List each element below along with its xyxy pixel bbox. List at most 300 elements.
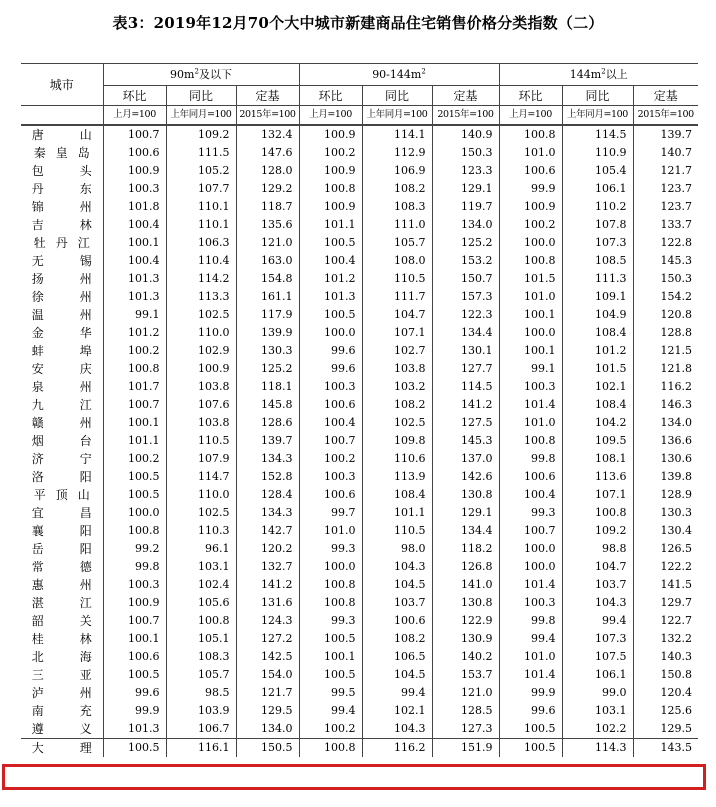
value-cell: 150.8 [660, 668, 692, 681]
city-name: 牡 丹 江 [33, 236, 90, 250]
value-cell: 100.8 [299, 594, 362, 612]
value-cell: 101.2 [562, 342, 633, 360]
value-cell: 125.2 [236, 360, 299, 378]
value-cell: 137.0 [432, 450, 499, 468]
value-cell: 122.9 [432, 612, 499, 630]
value-cell: 102.5 [166, 504, 236, 522]
value-cell: 100.3 [499, 378, 562, 396]
value-cell: 99.6 [103, 684, 166, 702]
value-cell: 99.6 [299, 360, 362, 378]
table-row [21, 216, 698, 234]
base-header-yoy: 上年同月=100 [362, 106, 432, 126]
value-cell: 100.1 [103, 630, 166, 648]
value-cell: 128.9 [660, 488, 692, 501]
value-cell: 128.0 [236, 162, 299, 180]
table-row [21, 486, 698, 504]
value-cell: 129.5 [236, 702, 299, 720]
city-name: 宜 昌 [31, 506, 92, 520]
table-row [21, 540, 698, 558]
value-cell: 102.1 [562, 378, 633, 396]
value-cell: 103.8 [362, 360, 432, 378]
value-cell: 130.6 [660, 452, 692, 465]
value-cell: 135.6 [236, 216, 299, 234]
value-cell: 111.7 [362, 288, 432, 306]
city-cell [21, 396, 103, 414]
value-cell: 100.8 [562, 504, 633, 522]
value-cell: 109.5 [562, 432, 633, 450]
value-cell: 104.7 [362, 306, 432, 324]
city-name: 惠 州 [31, 578, 92, 592]
value-cell: 121.5 [660, 344, 692, 357]
value-cell: 108.2 [362, 630, 432, 648]
value-cell: 133.7 [660, 218, 692, 231]
value-cell: 108.4 [562, 324, 633, 342]
city-name: 烟 台 [31, 434, 92, 448]
value-cell: 99.9 [499, 180, 562, 198]
value-cell: 113.6 [562, 468, 633, 486]
value-cell: 100.0 [103, 504, 166, 522]
value-cell: 139.7 [660, 128, 692, 141]
value-cell: 106.9 [362, 162, 432, 180]
value-cell: 100.3 [103, 576, 166, 594]
city-name: 桂 林 [31, 632, 92, 646]
table-row [21, 324, 698, 342]
value-cell: 110.5 [362, 522, 432, 540]
value-cell: 129.7 [660, 596, 692, 609]
value-cell: 105.7 [362, 234, 432, 252]
value-cell: 99.1 [499, 360, 562, 378]
value-cell: 131.6 [236, 594, 299, 612]
value-cell: 151.9 [432, 739, 499, 758]
value-cell: 123.7 [660, 200, 692, 213]
value-cell: 100.6 [362, 612, 432, 630]
city-cell [21, 612, 103, 630]
city-cell [21, 234, 103, 252]
value-cell: 105.2 [166, 162, 236, 180]
value-cell: 132.2 [660, 632, 692, 645]
city-name: 温 州 [31, 308, 92, 322]
value-cell: 100.5 [103, 666, 166, 684]
city-cell [21, 216, 103, 234]
city-name: 遵 义 [31, 722, 92, 736]
city-name: 大 理 [31, 741, 92, 755]
value-cell: 136.6 [660, 434, 692, 447]
value-cell: 102.1 [362, 702, 432, 720]
value-cell: 146.3 [660, 398, 692, 411]
sub-header-yoy: 同比 [362, 86, 432, 106]
value-cell: 100.6 [499, 468, 562, 486]
value-cell: 100.8 [299, 739, 362, 758]
value-cell: 116.1 [166, 739, 236, 758]
value-cell: 96.1 [166, 540, 236, 558]
value-cell: 110.4 [166, 252, 236, 270]
value-cell: 99.6 [499, 702, 562, 720]
value-cell: 100.3 [299, 468, 362, 486]
value-cell: 110.3 [166, 522, 236, 540]
value-cell: 154.0 [236, 666, 299, 684]
city-name: 锦 州 [31, 200, 92, 214]
value-cell: 101.7 [103, 378, 166, 396]
value-cell: 101.5 [562, 360, 633, 378]
table-row [21, 739, 698, 758]
city-name: 秦 皇 岛 [33, 146, 90, 160]
price-index-table [21, 63, 698, 757]
city-cell [21, 540, 103, 558]
value-cell: 100.9 [103, 162, 166, 180]
value-cell: 101.1 [103, 432, 166, 450]
value-cell: 106.1 [562, 180, 633, 198]
value-cell: 100.6 [103, 144, 166, 162]
value-cell: 100.2 [299, 450, 362, 468]
value-cell: 100.8 [499, 252, 562, 270]
value-cell: 100.9 [299, 198, 362, 216]
value-cell: 130.8 [432, 594, 499, 612]
value-cell: 128.6 [236, 414, 299, 432]
value-cell: 143.5 [633, 739, 698, 758]
table-row [21, 684, 698, 702]
value-cell: 150.3 [432, 144, 499, 162]
group-header-144: $144m^2$以上 [499, 64, 698, 86]
value-cell: 117.9 [236, 306, 299, 324]
value-cell: 100.8 [499, 125, 562, 144]
city-name: 韶 关 [31, 614, 92, 628]
value-cell: 100.8 [299, 576, 362, 594]
value-cell: 105.4 [562, 162, 633, 180]
value-cell: 163.0 [236, 252, 299, 270]
value-cell: 109.2 [166, 125, 236, 144]
value-cell: 114.2 [166, 270, 236, 288]
value-cell: 121.7 [660, 164, 692, 177]
value-cell: 100.4 [103, 216, 166, 234]
value-cell: 101.3 [299, 288, 362, 306]
value-cell: 118.7 [236, 198, 299, 216]
base-header-yoy: 上年同月=100 [562, 106, 633, 126]
city-name: 泉 州 [31, 380, 92, 394]
value-cell: 110.1 [166, 198, 236, 216]
value-cell: 153.2 [432, 252, 499, 270]
value-cell: 101.0 [499, 648, 562, 666]
value-cell: 110.9 [562, 144, 633, 162]
value-cell: 110.0 [166, 324, 236, 342]
table-row [21, 396, 698, 414]
city-cell [21, 198, 103, 216]
city-name: 南 充 [31, 704, 92, 718]
value-cell: 103.1 [166, 558, 236, 576]
city-name: 北 海 [31, 650, 92, 664]
value-cell: 99.8 [499, 450, 562, 468]
value-cell: 123.3 [432, 162, 499, 180]
value-cell: 100.7 [103, 125, 166, 144]
table-row [21, 594, 698, 612]
city-name: 泸 州 [31, 686, 92, 700]
value-cell: 100.0 [299, 558, 362, 576]
city-cell [21, 180, 103, 198]
value-cell: 100.7 [299, 432, 362, 450]
value-cell: 100.1 [103, 234, 166, 252]
city-name: 赣 州 [31, 416, 92, 430]
table-row [21, 576, 698, 594]
value-cell: 110.6 [362, 450, 432, 468]
value-cell: 110.5 [166, 432, 236, 450]
value-cell: 100.8 [499, 432, 562, 450]
value-cell: 108.0 [362, 252, 432, 270]
value-cell: 145.8 [236, 396, 299, 414]
value-cell: 109.2 [562, 522, 633, 540]
value-cell: 106.3 [166, 234, 236, 252]
value-cell: 134.0 [432, 216, 499, 234]
value-cell: 121.0 [432, 684, 499, 702]
value-cell: 101.3 [103, 288, 166, 306]
city-cell [21, 504, 103, 522]
table-title: 表3：2019年12月70个大中城市新建商品住宅销售价格分类指数（二） [112, 14, 604, 32]
value-cell: 134.4 [432, 324, 499, 342]
city-cell [21, 684, 103, 702]
value-cell: 100.9 [166, 360, 236, 378]
sub-header-fixed: 定基 [432, 86, 499, 106]
value-cell: 101.4 [499, 396, 562, 414]
city-name: 岳 阳 [31, 542, 92, 556]
value-cell: 99.6 [299, 342, 362, 360]
value-cell: 105.1 [166, 630, 236, 648]
value-cell: 109.8 [362, 432, 432, 450]
value-cell: 100.2 [299, 720, 362, 739]
table-row [21, 234, 698, 252]
value-cell: 99.7 [299, 504, 362, 522]
value-cell: 102.2 [562, 720, 633, 739]
city-header: 城市 [21, 64, 103, 106]
value-cell: 99.8 [499, 612, 562, 630]
base-header-mom: 上月=100 [499, 106, 562, 126]
value-cell: 100.3 [499, 594, 562, 612]
value-cell: 141.2 [236, 576, 299, 594]
city-name: 湛 江 [31, 596, 92, 610]
value-cell: 99.3 [299, 612, 362, 630]
city-name: 三 亚 [31, 668, 92, 682]
value-cell: 108.2 [362, 180, 432, 198]
value-cell: 147.6 [236, 144, 299, 162]
value-cell: 102.4 [166, 576, 236, 594]
value-cell: 103.1 [562, 702, 633, 720]
highlight-box [2, 764, 706, 790]
city-name: 徐 州 [31, 290, 92, 304]
value-cell: 106.7 [166, 720, 236, 739]
value-cell: 118.2 [432, 540, 499, 558]
base-header-fixed: 2015年=100 [432, 106, 499, 126]
value-cell: 106.1 [562, 666, 633, 684]
value-cell: 114.5 [562, 125, 633, 144]
value-cell: 120.2 [236, 540, 299, 558]
value-cell: 125.2 [432, 234, 499, 252]
value-cell: 116.2 [362, 739, 432, 758]
city-cell [21, 648, 103, 666]
value-cell: 141.5 [660, 578, 692, 591]
value-cell: 100.2 [499, 216, 562, 234]
city-cell [21, 414, 103, 432]
value-cell: 154.8 [236, 270, 299, 288]
sub-header-fixed: 定基 [633, 86, 698, 106]
value-cell: 129.2 [236, 180, 299, 198]
table-row [21, 360, 698, 378]
city-name: 蚌 埠 [31, 344, 92, 358]
city-cell [21, 468, 103, 486]
value-cell: 145.3 [660, 254, 692, 267]
city-name: 平 顶 山 [33, 488, 90, 502]
value-cell: 114.1 [362, 125, 432, 144]
value-cell: 139.7 [236, 432, 299, 450]
value-cell: 104.9 [562, 306, 633, 324]
value-cell: 130.4 [660, 524, 692, 537]
value-cell: 101.4 [499, 576, 562, 594]
value-cell: 110.5 [362, 270, 432, 288]
value-cell: 104.3 [362, 720, 432, 739]
value-cell: 99.5 [299, 684, 362, 702]
value-cell: 103.8 [166, 378, 236, 396]
sub-header-fixed: 定基 [236, 86, 299, 106]
table-row [21, 198, 698, 216]
table-row [21, 504, 698, 522]
table-row [21, 252, 698, 270]
value-cell: 100.3 [299, 378, 362, 396]
value-cell: 134.3 [236, 450, 299, 468]
value-cell: 100.6 [299, 486, 362, 504]
value-cell: 130.1 [432, 342, 499, 360]
value-cell: 140.9 [432, 125, 499, 144]
value-cell: 150.3 [660, 272, 692, 285]
value-cell: 100.4 [103, 252, 166, 270]
value-cell: 101.5 [499, 270, 562, 288]
value-cell: 150.5 [236, 739, 299, 758]
value-cell: 100.7 [103, 396, 166, 414]
value-cell: 108.3 [166, 648, 236, 666]
city-name: 无 锡 [31, 254, 92, 268]
value-cell: 113.3 [166, 288, 236, 306]
value-cell: 121.0 [236, 234, 299, 252]
value-cell: 130.8 [432, 486, 499, 504]
value-cell: 118.1 [236, 378, 299, 396]
value-cell: 122.7 [660, 614, 692, 627]
value-cell: 102.5 [166, 306, 236, 324]
value-cell: 104.5 [362, 576, 432, 594]
value-cell: 152.8 [236, 468, 299, 486]
value-cell: 111.0 [362, 216, 432, 234]
value-cell: 107.3 [562, 630, 633, 648]
sub-header-yoy: 同比 [166, 86, 236, 106]
value-cell: 128.8 [660, 326, 692, 339]
table-row [21, 522, 698, 540]
value-cell: 100.9 [499, 198, 562, 216]
value-cell: 107.1 [362, 324, 432, 342]
value-cell: 142.7 [236, 522, 299, 540]
value-cell: 109.1 [562, 288, 633, 306]
table-row [21, 450, 698, 468]
value-cell: 102.7 [362, 342, 432, 360]
value-cell: 104.2 [562, 414, 633, 432]
value-cell: 100.5 [299, 234, 362, 252]
value-cell: 127.7 [432, 360, 499, 378]
city-cell [21, 306, 103, 324]
value-cell: 111.3 [562, 270, 633, 288]
sub-header-mom: 环比 [103, 86, 166, 106]
city-name: 安 庆 [31, 362, 92, 376]
value-cell: 99.4 [562, 612, 633, 630]
value-cell: 100.1 [499, 342, 562, 360]
value-cell: 99.9 [499, 684, 562, 702]
value-cell: 114.7 [166, 468, 236, 486]
value-cell: 128.5 [432, 702, 499, 720]
value-cell: 101.3 [103, 270, 166, 288]
base-header-empty [21, 106, 103, 126]
table-row [21, 414, 698, 432]
value-cell: 101.2 [299, 270, 362, 288]
value-cell: 100.0 [299, 324, 362, 342]
value-cell: 99.3 [299, 540, 362, 558]
sub-header-yoy: 同比 [562, 86, 633, 106]
city-name: 丹 东 [31, 182, 92, 196]
city-cell [21, 702, 103, 720]
value-cell: 101.1 [299, 216, 362, 234]
table-row [21, 468, 698, 486]
value-cell: 141.2 [432, 396, 499, 414]
value-cell: 126.8 [432, 558, 499, 576]
value-cell: 130.9 [432, 630, 499, 648]
city-cell [21, 720, 103, 739]
table-row [21, 288, 698, 306]
sub-header-mom: 环比 [499, 86, 562, 106]
value-cell: 134.4 [432, 522, 499, 540]
value-cell: 100.4 [299, 252, 362, 270]
value-cell: 134.0 [660, 416, 692, 429]
value-cell: 110.1 [166, 216, 236, 234]
city-cell [21, 630, 103, 648]
table-row [21, 125, 698, 144]
value-cell: 100.1 [103, 414, 166, 432]
table-row [21, 270, 698, 288]
base-header-mom: 上月=100 [103, 106, 166, 126]
value-cell: 100.3 [103, 180, 166, 198]
table-row [21, 666, 698, 684]
base-header-fixed: 2015年=100 [633, 106, 698, 126]
value-cell: 101.0 [499, 414, 562, 432]
table-row [21, 378, 698, 396]
value-cell: 107.1 [562, 486, 633, 504]
value-cell: 104.7 [562, 558, 633, 576]
city-name: 唐 山 [31, 128, 92, 142]
value-cell: 100.5 [299, 666, 362, 684]
value-cell: 134.0 [236, 720, 299, 739]
city-cell [21, 144, 103, 162]
value-cell: 101.3 [103, 720, 166, 739]
city-name: 济 宁 [31, 452, 92, 466]
city-cell [21, 360, 103, 378]
value-cell: 142.6 [432, 468, 499, 486]
value-cell: 100.6 [299, 396, 362, 414]
value-cell: 101.8 [103, 198, 166, 216]
value-cell: 107.6 [166, 396, 236, 414]
value-cell: 121.8 [660, 362, 692, 375]
value-cell: 100.0 [499, 324, 562, 342]
value-cell: 145.3 [432, 432, 499, 450]
value-cell: 100.8 [299, 180, 362, 198]
city-name: 洛 阳 [31, 470, 92, 484]
value-cell: 139.8 [660, 470, 692, 483]
value-cell: 119.7 [432, 198, 499, 216]
value-cell: 101.4 [499, 666, 562, 684]
value-cell: 127.3 [432, 720, 499, 739]
value-cell: 110.0 [166, 486, 236, 504]
value-cell: 114.3 [562, 739, 633, 758]
value-cell: 111.5 [166, 144, 236, 162]
city-cell [21, 576, 103, 594]
